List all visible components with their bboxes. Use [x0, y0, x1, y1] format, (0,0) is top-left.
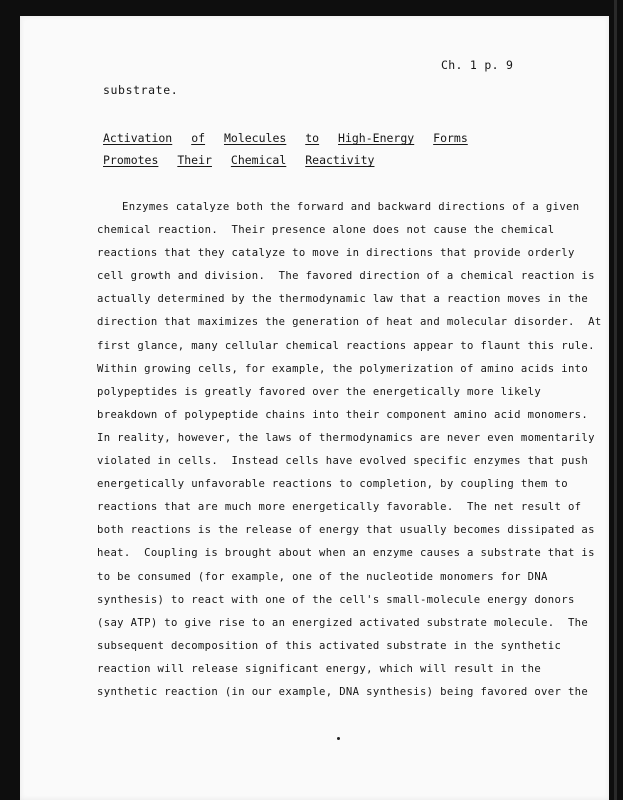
heading-word: Activation — [103, 131, 173, 145]
text-line: reactions that they catalyze to move in directions that provide orderly — [97, 247, 575, 260]
text-line: reaction will release significant energy, which will result in the — [97, 662, 542, 675]
text-line: reactions that are much more energetically favorable. The net result of — [97, 501, 582, 514]
heading-word: Their — [177, 153, 212, 167]
text-line: polypeptides is greatly favored over the energetically more likely — [97, 385, 542, 398]
heading-word: Promotes — [103, 153, 159, 167]
page-reference: Ch. 1 p. 9 — [441, 58, 514, 72]
heading-word: Forms — [433, 131, 468, 145]
heading-word: Reactivity — [305, 153, 375, 167]
text-line: first glance, many cellular chemical reactions appear to flaunt this rule. — [97, 339, 595, 352]
text-line: subsequent decomposition of this activated substrate in the synthetic — [97, 639, 562, 652]
text-line: Enzymes catalyze both the forward and backward directions of a given — [122, 201, 580, 213]
text-line: In reality, however, the laws of thermodynamics are never even momentarily — [97, 431, 595, 444]
heading-word: to — [305, 131, 320, 145]
scanner-edge — [614, 0, 617, 800]
section-heading — [103, 127, 523, 171]
body-paragraph — [97, 196, 602, 704]
text-line: breakdown of polypeptide chains into their component amino acid monomers. — [97, 408, 589, 421]
page-mark — [337, 737, 340, 740]
text-line: actually determined by the thermodynamic law that a reaction moves in the — [97, 293, 589, 306]
text-line: (say ATP) to give rise to an energized activated substrate molecule. The — [97, 616, 589, 629]
text-line: both reactions is the release of energy that usually becomes dissipated as — [97, 524, 595, 537]
text-line: violated in cells. Instead cells have evolved specific enzymes that push — [97, 455, 589, 468]
heading-word: High-Energy — [338, 131, 415, 145]
text-line: synthesis) to react with one of the cell's small-molecule energy donors — [97, 593, 575, 606]
text-line: heat. Coupling is brought about when an enzyme causes a substrate that is — [97, 547, 595, 560]
text-line: cell growth and division. The favored direction of a chemical reaction is — [97, 270, 595, 283]
text-line: energetically unfavorable reactions to completion, by coupling them to — [97, 478, 568, 491]
heading-word: of — [191, 131, 206, 145]
text-line: to be consumed (for example, one of the nucleotide monomers for DNA — [97, 570, 548, 583]
text-line: synthetic reaction (in our example, DNA synthesis) being favored over the — [97, 685, 589, 698]
text-line: chemical reaction. Their presence alone does not cause the chemical — [97, 224, 555, 237]
carryover-text: substrate. — [103, 83, 179, 97]
text-line: Within growing cells, for example, the polymerization of amino acids into — [97, 362, 589, 375]
heading-word: Molecules — [223, 131, 287, 145]
text-line: direction that maximizes the generation of heat and molecular disorder. At — [97, 316, 602, 329]
heading-word: Chemical — [230, 153, 287, 167]
